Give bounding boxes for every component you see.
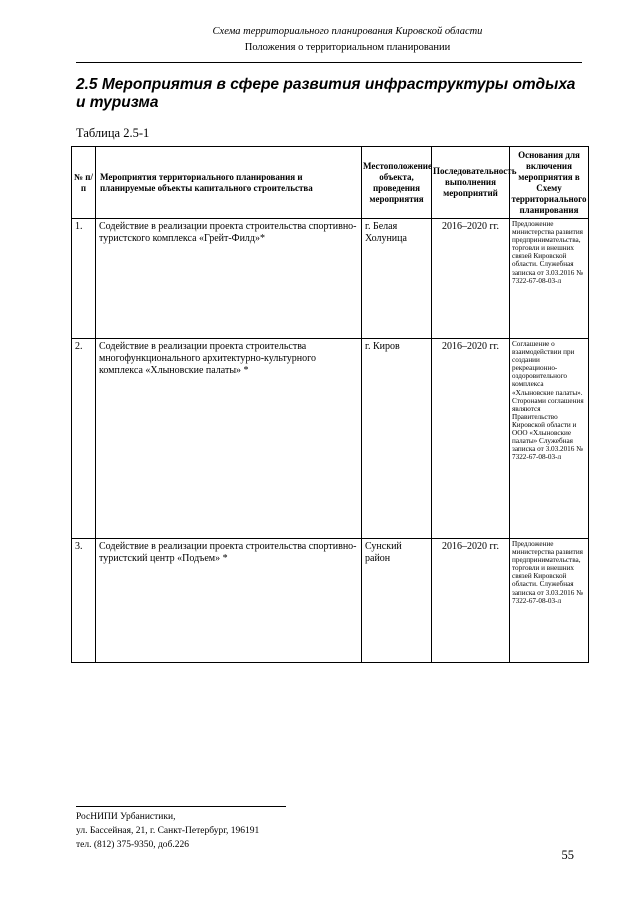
footer-phone: тел. (812) 375-9350, доб.226 (76, 840, 190, 850)
row-measure: Содействие в реализации проекта строительства спортивно-туристского комплекса «Грейт-Филд»* (96, 219, 362, 339)
table-header-row (72, 147, 589, 219)
row-period: 2016–2020 гг. (432, 339, 510, 539)
row-num: 2. (72, 339, 96, 539)
row-period: 2016–2020 гг. (432, 219, 510, 339)
table-caption: Таблица 2.5-1 (76, 126, 150, 140)
row-basis: Предложение министерства развития предпринимательства, торговли и внешних связей Кировской области. Служебная записка от 3.03.2016 № 7322-67-08-03-л (510, 219, 589, 339)
running-header-subtitle: Положения о территориальном планировании (244, 42, 451, 53)
table-row (72, 219, 589, 339)
header-divider (76, 62, 582, 63)
row-location: Сунский район (362, 539, 432, 663)
running-header-title: Схема территориального планирования Кировской области (212, 26, 483, 37)
header-basis: Основания для включения мероприятия в Схему территориального планирования (510, 147, 589, 219)
row-location: г. Киров (362, 339, 432, 539)
header-location: Местоположение объекта, проведения мероприятия (362, 147, 432, 219)
row-period: 2016–2020 гг. (432, 539, 510, 663)
row-basis: Соглашение о взаимодействии при создании рекреационно-оздоровительного комплекса «Хлыновские палаты». Сторонами соглашения являются Правительство Кировской области и ООО «Хлыновские палаты» Служебная записка от 3.03.2016 № 7322-67-08-03-л (510, 339, 589, 539)
measures-table (71, 146, 589, 663)
table-row (72, 339, 589, 539)
section-title: 2.5 Мероприятия в сфере развития инфраструктуры отдыха и туризма (76, 76, 576, 111)
row-location: г. Белая Холуница (362, 219, 432, 339)
row-num: 3. (72, 539, 96, 663)
row-num: 1. (72, 219, 96, 339)
page-number: 55 (561, 848, 574, 862)
table-row (72, 539, 589, 663)
row-basis: Предложение министерства развития предпринимательства, торговли и внешних связей Кировской области. Служебная записка от 3.03.2016 № 7322-67-08-03-л (510, 539, 589, 663)
footer-org: РосНИПИ Урбанистики, (76, 812, 176, 822)
row-measure: Содействие в реализации проекта строительства многофункционального архитектурно-культурного комплекса «Хлыновские палаты» * (96, 339, 362, 539)
footer-address: ул. Бассейная, 21, г. Санкт-Петербург, 196191 (76, 826, 260, 836)
header-period: Последовательность выполнения мероприятий (432, 147, 510, 219)
header-measure: Мероприятия территориального планирования и планируемые объекты капитального строительства (96, 147, 362, 219)
row-measure: Содействие в реализации проекта строительства спортивно-туристский центр «Подъем» * (96, 539, 362, 663)
footer-divider (76, 806, 286, 807)
header-num: № п/п (72, 147, 96, 219)
